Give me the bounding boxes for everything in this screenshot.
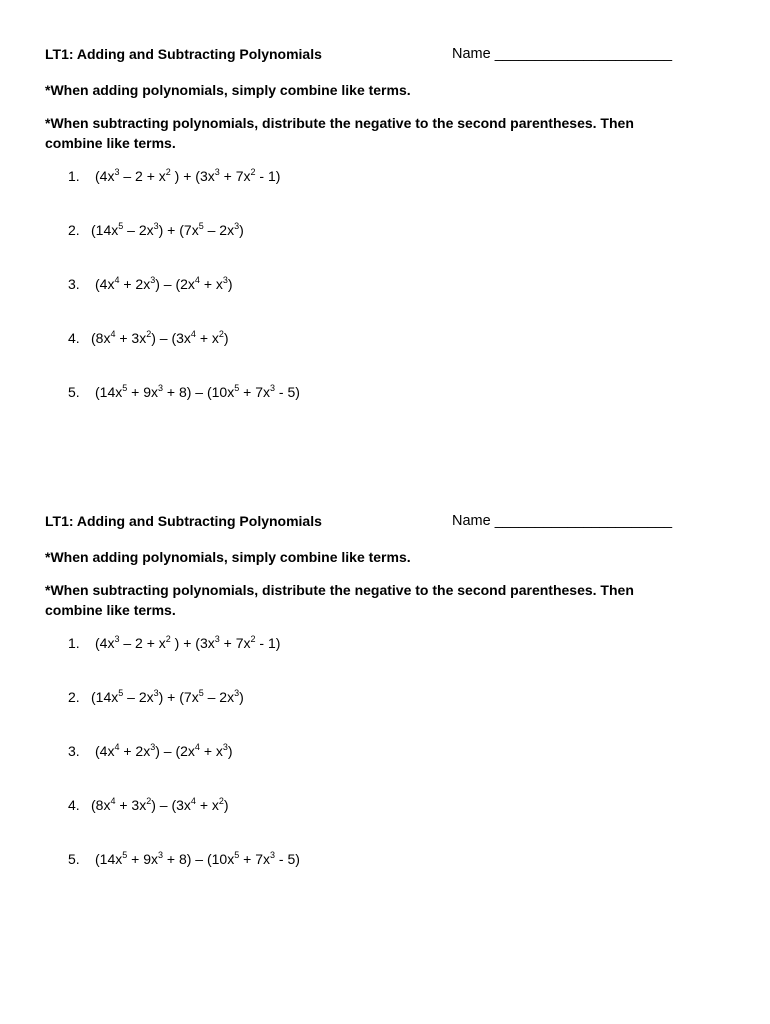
problem-expression (91, 687, 244, 707)
problem-item (45, 795, 705, 849)
exponent: 2 (250, 634, 256, 644)
exponent: 3 (114, 167, 120, 177)
exponent: 5 (122, 383, 128, 393)
expression-text: + 7x (239, 851, 270, 867)
exponent: 4 (114, 275, 120, 285)
expression-text: – 2x (123, 689, 154, 705)
exponent: 5 (118, 688, 124, 698)
problem-expression (91, 328, 229, 348)
expression-text: – 2x (203, 689, 235, 705)
expression-text: + 2x (119, 743, 151, 759)
expression-text: ) + (3x (170, 168, 215, 184)
expression-text: + 7x (219, 168, 251, 184)
problem-expression (95, 849, 300, 869)
exponent: 3 (158, 383, 164, 393)
expression-text: ) + (7x (158, 222, 199, 238)
exponent: 3 (214, 634, 220, 644)
problem-item (45, 849, 705, 903)
expression-text: – 2x (203, 222, 235, 238)
expression-text: ) (239, 222, 244, 238)
expression-text: + 3x (115, 797, 147, 813)
problem-expression (91, 795, 229, 815)
worksheet-title: LT1: Adding and Subtracting Polynomials (45, 513, 322, 529)
exponent: 5 (198, 221, 204, 231)
problem-number: 3. (68, 743, 80, 759)
problem-expression (91, 220, 244, 240)
expression-text: ) (227, 276, 233, 292)
problem-list (45, 166, 705, 436)
expression-text: ) – (3x (151, 797, 191, 813)
exponent: 3 (214, 167, 220, 177)
worksheet-bottom (45, 513, 705, 903)
expression-text: (14x (91, 689, 119, 705)
exponent: 3 (114, 634, 120, 644)
exponent: 3 (234, 688, 240, 698)
exponent: 3 (234, 221, 240, 231)
exponent: 5 (118, 221, 124, 231)
problem-item (45, 687, 705, 741)
problem-item (45, 741, 705, 795)
expression-text: (14x (91, 222, 119, 238)
problem-item (45, 328, 705, 382)
problem-number: 2. (68, 222, 80, 238)
expression-text: ) (223, 330, 229, 346)
expression-text: ) (239, 689, 244, 705)
exponent: 4 (194, 275, 200, 285)
problem-expression (95, 274, 233, 294)
expression-text: (4x (95, 168, 115, 184)
expression-text: + 9x (127, 851, 158, 867)
problem-item (45, 382, 705, 436)
problem-number: 2. (68, 689, 80, 705)
exponent: 4 (194, 742, 200, 752)
problem-expression (95, 741, 233, 761)
expression-text: ) (227, 743, 233, 759)
expression-text: ) (223, 797, 229, 813)
exponent: 4 (110, 329, 116, 339)
problem-expression (95, 382, 300, 402)
adding-instruction: *When adding polynomials, simply combine like terms. (45, 82, 411, 98)
exponent: 5 (122, 850, 128, 860)
expression-text: (8x (91, 330, 111, 346)
expression-text: – 2 + x (119, 635, 166, 651)
expression-text: + x (195, 797, 219, 813)
problem-number: 4. (68, 797, 80, 813)
exponent: 2 (218, 796, 224, 806)
expression-text: ) – (2x (155, 743, 195, 759)
exponent: 2 (165, 167, 171, 177)
subtracting-instruction: *When subtracting polynomials, distribute the negative to the second parentheses. Then combine like terms. (45, 115, 634, 151)
problem-list (45, 633, 705, 903)
expression-text: (14x (95, 384, 123, 400)
expression-text: + 8) – (10x (163, 851, 235, 867)
exponent: 3 (222, 742, 228, 752)
exponent: 3 (150, 275, 156, 285)
expression-text: ) – (2x (155, 276, 195, 292)
exponent: 4 (114, 742, 120, 752)
expression-text: ) – (3x (151, 330, 191, 346)
expression-text: - 5) (275, 851, 300, 867)
exponent: 4 (190, 329, 196, 339)
name-field[interactable]: Name ______________________ (452, 513, 673, 529)
expression-text: (8x (91, 797, 111, 813)
expression-text: + 9x (127, 384, 158, 400)
expression-text: + 8) – (10x (163, 384, 235, 400)
problem-item (45, 274, 705, 328)
expression-text: + 3x (115, 330, 147, 346)
problem-number: 5. (68, 851, 80, 867)
expression-text: + 7x (219, 635, 251, 651)
exponent: 3 (269, 383, 275, 393)
exponent: 3 (158, 850, 164, 860)
worksheet-header (45, 46, 705, 68)
problem-expression (95, 166, 280, 186)
expression-text: - 1) (255, 168, 281, 184)
exponent: 5 (198, 688, 204, 698)
expression-text: (4x (95, 276, 115, 292)
exponent: 2 (165, 634, 171, 644)
problem-number: 5. (68, 384, 80, 400)
expression-text: + x (199, 743, 223, 759)
exponent: 5 (234, 850, 240, 860)
expression-text: + x (195, 330, 219, 346)
expression-text: ) + (7x (158, 689, 199, 705)
exponent: 4 (190, 796, 196, 806)
expression-text: – 2 + x (119, 168, 166, 184)
problem-number: 1. (68, 635, 80, 651)
expression-text: + 2x (119, 276, 151, 292)
exponent: 3 (222, 275, 228, 285)
subtracting-instruction: *When subtracting polynomials, distribute the negative to the second parentheses. Then combine like terms. (45, 582, 634, 618)
exponent: 2 (146, 796, 152, 806)
adding-instruction: *When adding polynomials, simply combine like terms. (45, 549, 411, 565)
problem-number: 3. (68, 276, 80, 292)
problem-item (45, 633, 705, 687)
expression-text: (4x (95, 743, 115, 759)
expression-text: ) + (3x (170, 635, 215, 651)
exponent: 5 (234, 383, 240, 393)
exponent: 3 (150, 742, 156, 752)
exponent: 2 (146, 329, 152, 339)
problem-expression (95, 633, 280, 653)
exponent: 2 (250, 167, 256, 177)
exponent: 3 (269, 850, 275, 860)
worksheet-title: LT1: Adding and Subtracting Polynomials (45, 46, 322, 62)
exponent: 3 (153, 221, 159, 231)
problem-number: 1. (68, 168, 80, 184)
problem-number: 4. (68, 330, 80, 346)
expression-text: - 1) (255, 635, 281, 651)
name-field[interactable]: Name ______________________ (452, 46, 673, 62)
problem-item (45, 220, 705, 274)
expression-text: - 5) (275, 384, 300, 400)
expression-text: (14x (95, 851, 123, 867)
exponent: 2 (218, 329, 224, 339)
expression-text: + x (199, 276, 223, 292)
worksheet-header (45, 513, 705, 535)
exponent: 4 (110, 796, 116, 806)
worksheet-top (45, 46, 705, 436)
expression-text: (4x (95, 635, 115, 651)
expression-text: – 2x (123, 222, 154, 238)
problem-item (45, 166, 705, 220)
expression-text: + 7x (239, 384, 270, 400)
exponent: 3 (153, 688, 159, 698)
